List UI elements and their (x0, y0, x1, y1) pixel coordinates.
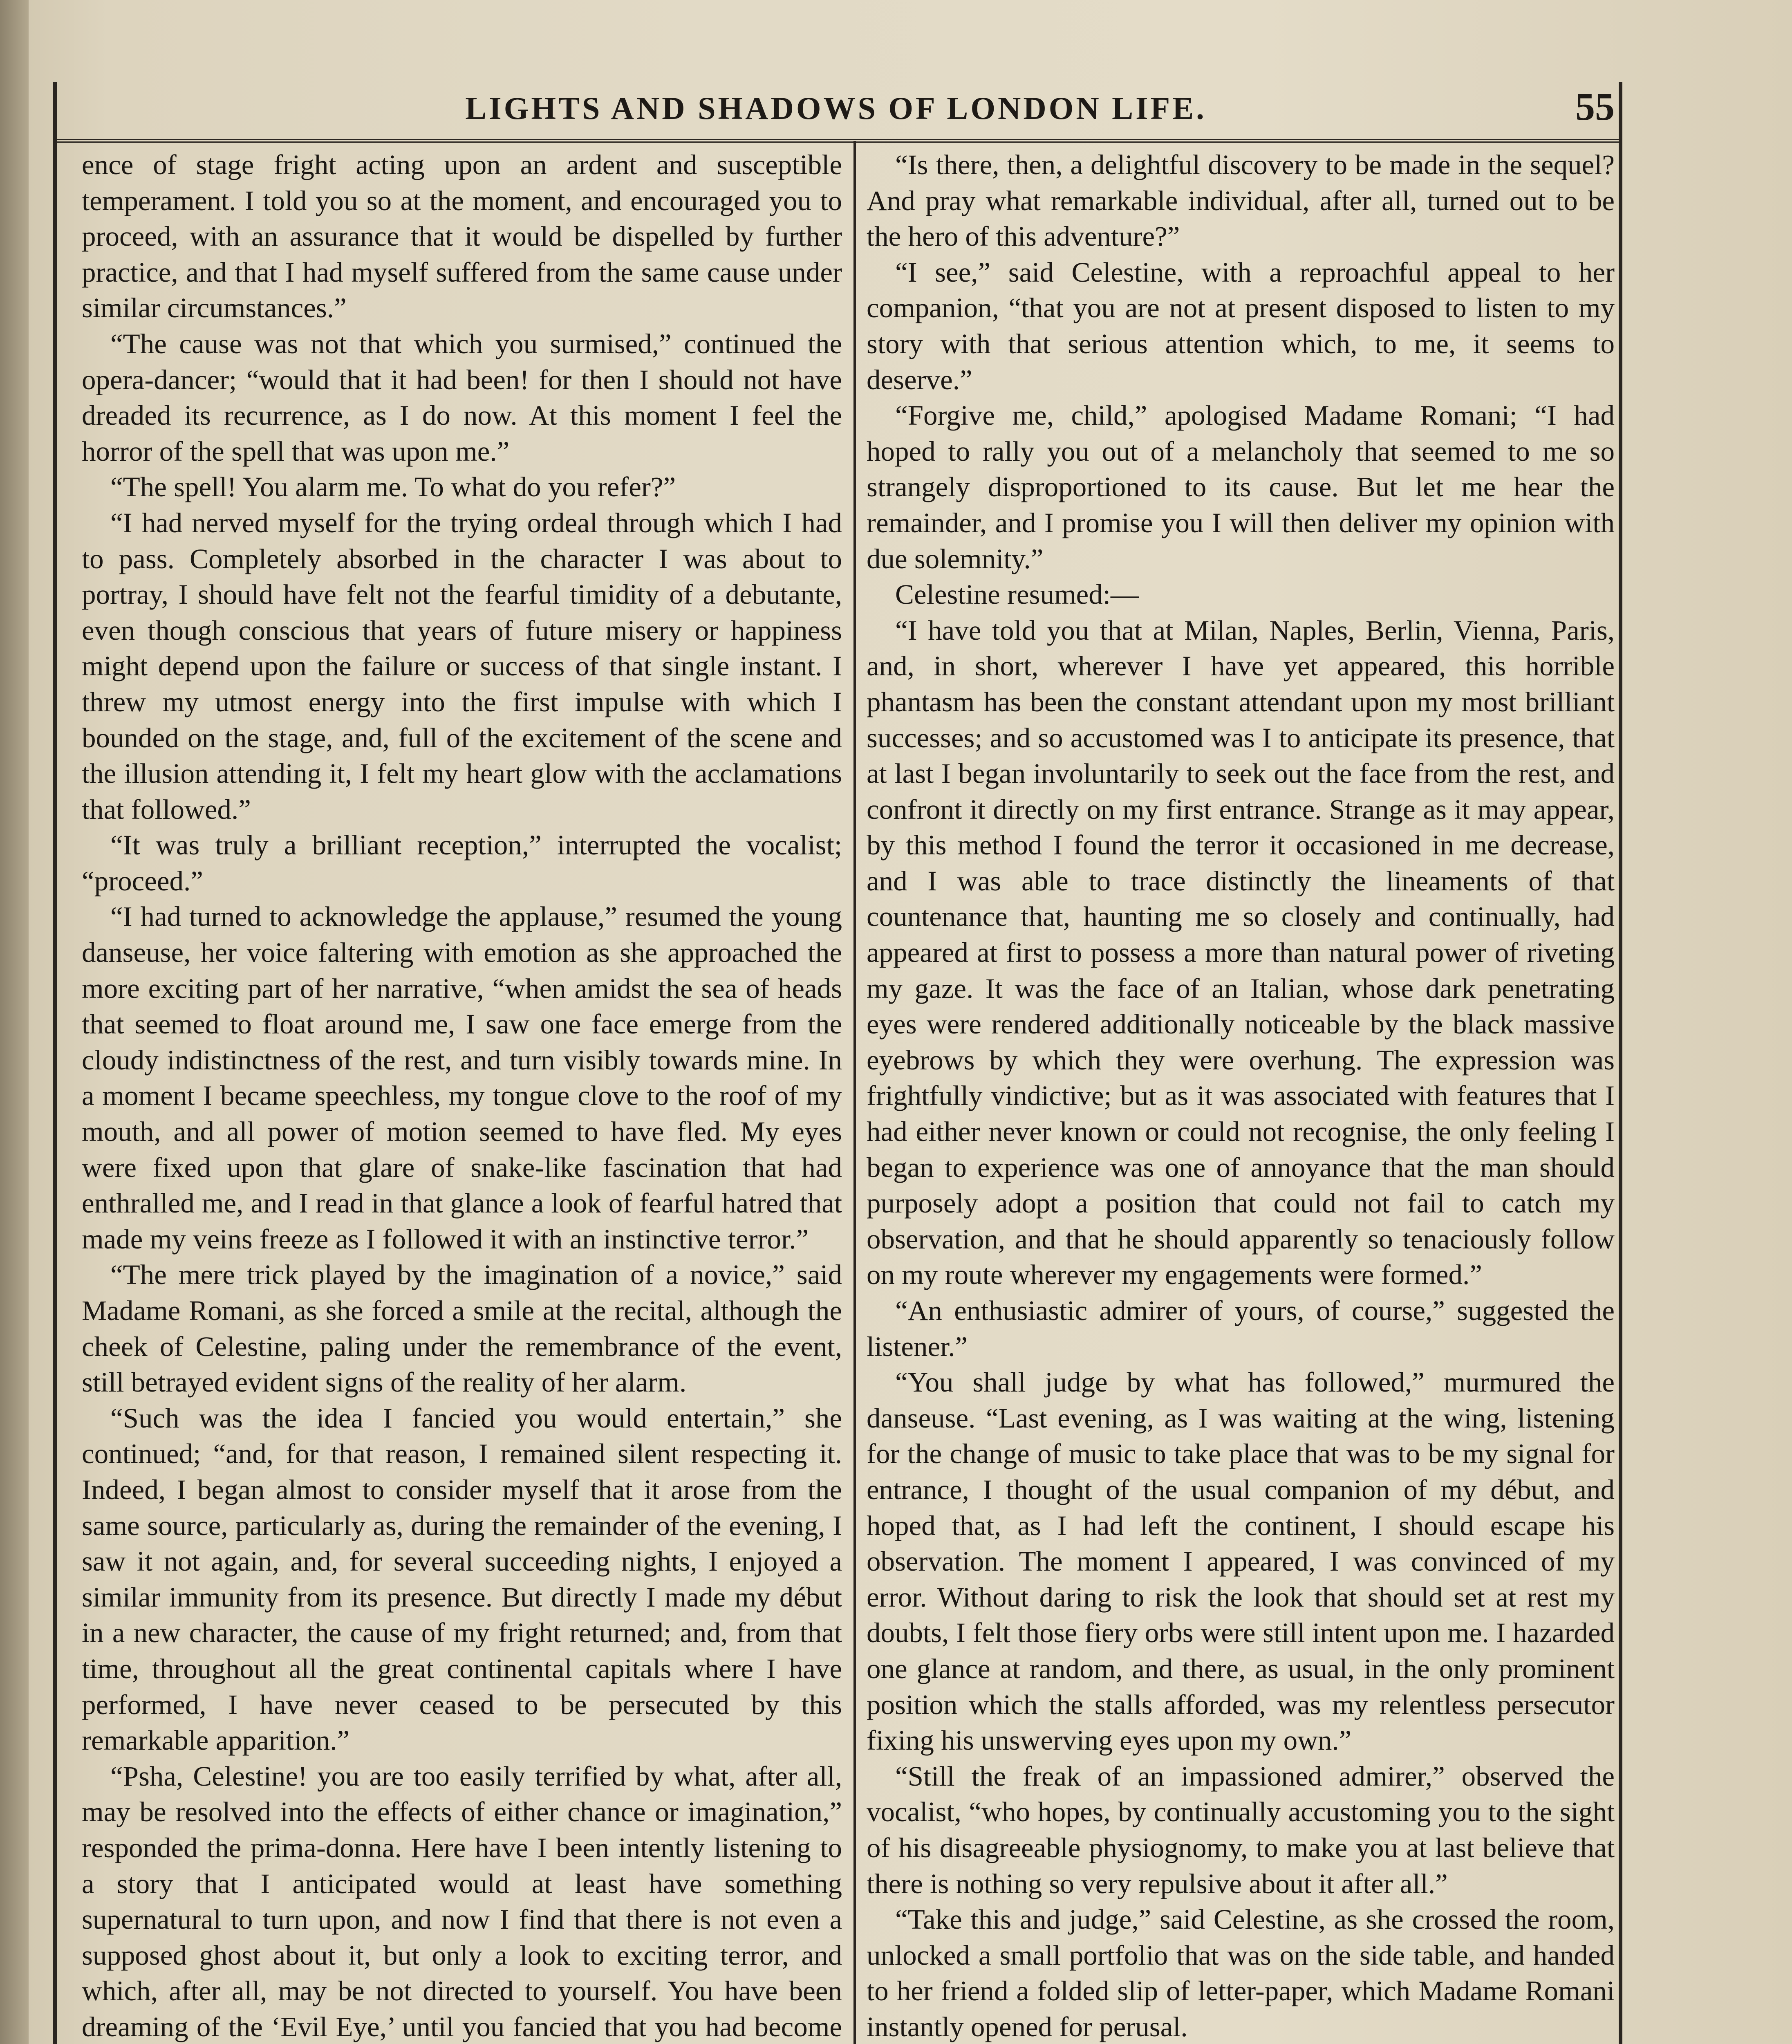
page-number: 55 (1575, 85, 1615, 128)
paragraph: “Forgive me, child,” apologised Madame Romani; “I had hoped to rally you out of a melancholy that seemed to me so strangely disproportioned to its cause. But let me hear the remainder, and I promise you I will then deliver my opinion with due solemnity.” (867, 400, 1615, 574)
paragraph: “Still the freak of an impassioned admirer,” observed the vocalist, “who hopes, by continually accustoming you to the sight of his disagreeable physiognomy, to make you at last believe that there is nothing so very repulsive about it after all.” (867, 1760, 1615, 1899)
paragraph: “Psha, Celestine! you are too easily terrified by what, after all, may be resolved into the effects of either chance or imagination,” responded the prima-donna. Here have I been intently listening to a story that I anticipated would at least have something supernatural to turn upon, and now I find that there is not even a supposed ghost about it, but only a look to exciting terror, and which, after all, may be not directed to yourself. You have been dreaming of the ‘Evil Eye,’ until you fancied that you had become (82, 1760, 842, 2042)
paragraph: “It was truly a brilliant reception,” interrupted the vocalist; “proceed.” (82, 829, 842, 896)
right-frame-rule (1619, 82, 1622, 2044)
paragraph: ence of stage fright acting upon an ardent and susceptible temperament. I told you so at the moment, and encouraged you to proceed, with an assurance that it would be dispelled by further practice, and that I had myself suffered from the same cause under similar circumstances.” (82, 149, 842, 324)
left-frame-rule (53, 82, 57, 2044)
paragraph: “I have told you that at Milan, Naples, Berlin, Vienna, Paris, and, in short, wherever I have yet appeared, this horrible phantasm has been the constant attendant upon my most brilliant successes; and so accustomed was I to anticipate its presence, that at last I began involuntarily to seek out the face from the rest, and confront it directly on my first entrance. Strange as it may appear, by this method I found the terror it occasioned in me decrease, and I was able to trace distinctly the lineaments of that countenance that, haunting me so closely and continually, had appeared at first to possess a more than natural power of riveting my gaze. It was the face of an Italian, whose dark penetrating eyes were rendered additionally noticeable by the black massive eyebrows by which they were overhung. The expression was frightfully vindictive; but as it was associated with features that I had either never known or could not recognise, the only feeling I began to experience was one of annoyance that the man should purposely adopt a position that could not fail to catch my observation, and that he should apparently so tenaciously follow on my route wherever my engagements were formed.” (867, 614, 1615, 1291)
paragraph: “The cause was not that which you surmised,” continued the opera-dancer; “would that it had been! for then I should not have dreaded its recurrence, as I do now. At this moment I feel the horror of the spell that was upon me.” (82, 328, 842, 467)
paragraph: “The mere trick played by the imagination of a novice,” said Madame Romani, as she forced a smile at the recital, although the cheek of Celestine, paling under the remembrance of the event, still betrayed evident signs of the reality of her alarm. (82, 1259, 842, 1398)
column-divider (853, 141, 856, 2044)
right-column (867, 147, 1615, 2044)
paragraph: “I see,” said Celestine, with a reproachful appeal to her companion, “that you are not at present disposed to listen to my story with that serious attention which, to me, it seems to deserve.” (867, 256, 1615, 395)
paragraph: “I had turned to acknowledge the applause,” resumed the young danseuse, her voice faltering with emotion as she approached the more exciting part of her narrative, “when amidst the sea of heads that seemed to float around me, I saw one face emerge from the cloudy indistinctness of the rest, and turn visibly towards mine. In a moment I became speechless, my tongue clove to the roof of my mouth, and all power of motion seemed to have fled. My eyes were fixed upon that glare of snake-like fascination that had enthralled me, and I read in that glance a look of fearful hatred that made my veins freeze as I followed it with an instinctive terror.” (82, 901, 842, 1255)
paragraph: “Such was the idea I fancied you would entertain,” she continued; “and, for that reason, I remained silent respecting it. Indeed, I began almost to consider myself that it arose from the same source, particularly as, during the remainder of the evening, I saw it not again, and, for several succeeding nights, I enjoyed a similar immunity from its presence. But directly I made my début in a new character, the cause of my fright returned; and, from that time, throughout all the great continental capitals where I have performed, I have never ceased to be persecuted by this remarkable apparition.” (82, 1402, 842, 1756)
paragraph: “The spell! You alarm me. To what do you refer?” (110, 471, 676, 503)
paragraph: “Take this and judge,” said Celestine, as she crossed the room, unlocked a small portfolio that was on the side table, and handed to her friend a folded slip of letter-paper, which Madame Romani instantly opened for perusal. (867, 1904, 1615, 2042)
paragraph: Celestine resumed:— (895, 579, 1139, 610)
paragraph: “I had nerved myself for the trying ordeal through which I had to pass. Completely absorbed in the character I was about to portray, I should have felt not the fearful timidity of a debutante, even though conscious that years of future misery or happiness might depend upon the failure or success of that single instant. I threw my utmost energy into the first impulse with which I bounded on the stage, and, full of the excitement of the scene and the illusion attending it, I felt my heart glow with the acclamations that followed.” (82, 507, 842, 825)
left-column (82, 147, 842, 2044)
paragraph: “You shall judge by what has followed,” murmured the danseuse. “Last evening, as I was waiting at the wing, listening for the change of music to take place that was to be my signal for entrance, I thought of the usual companion of my début, and hoped that, as I had left the continent, I should escape his observation. The moment I appeared, I was convinced of my error. Without daring to risk the look that should set at rest my doubts, I felt those fiery orbs were still intent upon me. I hazarded one glance at random, and there, as usual, in the only prominent position which the stalls afforded, was my relentless persecutor fixing his unswerving eyes upon my own.” (867, 1367, 1615, 1756)
paragraph: “An enthusiastic admirer of yours, of course,” suggested the listener.” (867, 1295, 1615, 1362)
paragraph: “Is there, then, a delightful discovery to be made in the sequel? And pray what remarkable individual, after all, turned out to be the hero of this adventure?” (867, 149, 1615, 252)
running-head: LIGHTS AND SHADOWS OF LONDON LIFE. (465, 90, 1207, 126)
binding-gutter (0, 0, 29, 2044)
page-header (53, 61, 1619, 143)
